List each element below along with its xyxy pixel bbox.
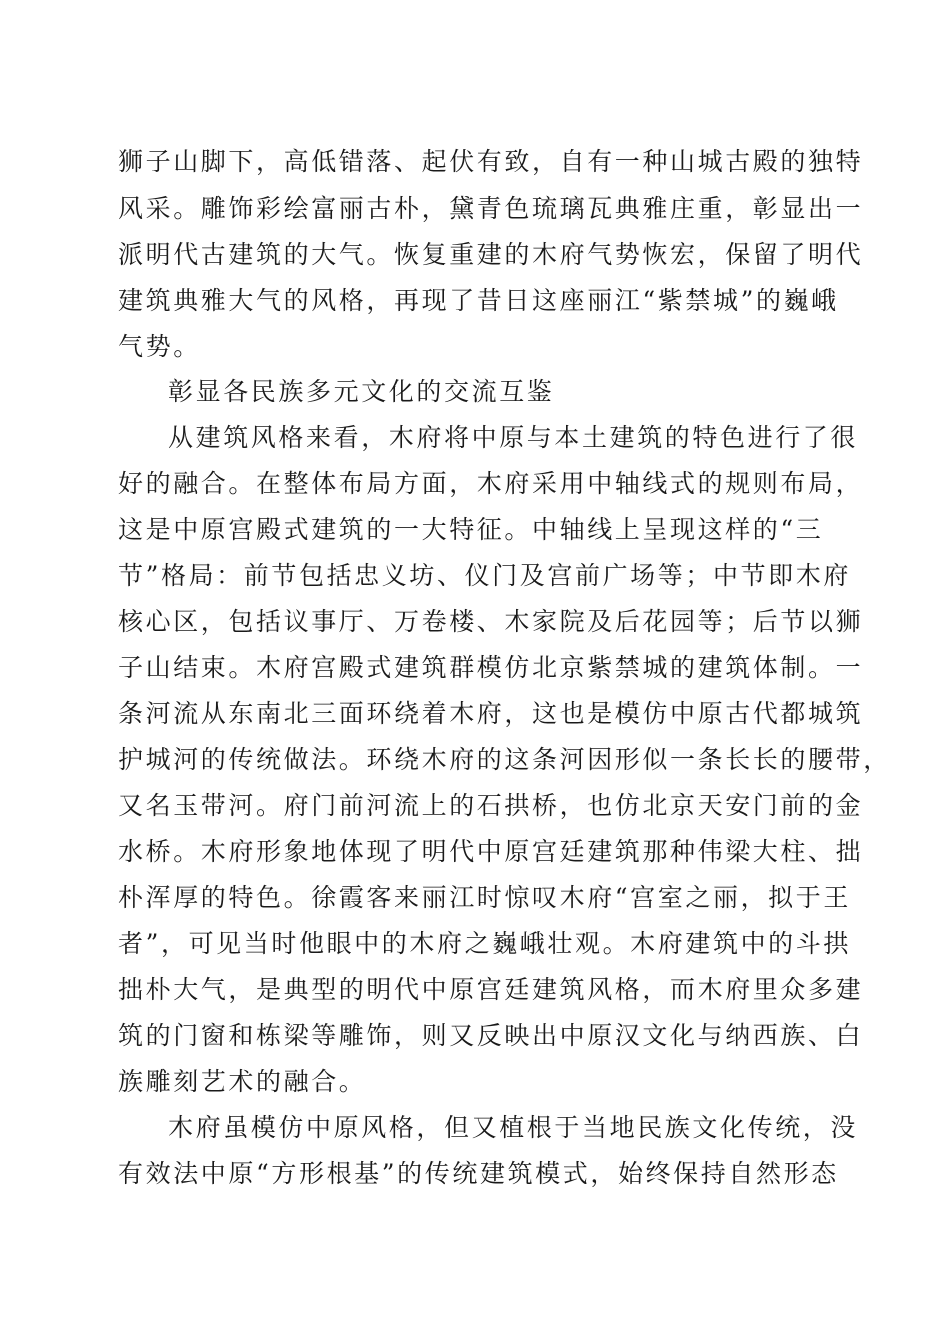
body-text-line: 族雕刻艺术的融合。 bbox=[118, 1067, 367, 1096]
body-text-line: 木府虽模仿中原风格，但又植根于当地民族文化传统，没 bbox=[168, 1113, 859, 1142]
body-text-line: 条河流从东南北三面环绕着木府，这也是模仿中原古代都城筑 bbox=[118, 699, 864, 728]
body-text-line: 气势。 bbox=[118, 332, 201, 361]
body-text-line: 拙朴大气，是典型的明代中原宫廷建筑风格，而木府里众多建 bbox=[118, 975, 864, 1004]
body-text-line: 节”格局：前节包括忠义坊、仪门及宫前广场等；中节即木府 bbox=[118, 561, 851, 590]
body-text-line: 子山结束。木府宫殿式建筑群模仿北京紫禁城的建筑体制。一 bbox=[118, 653, 864, 682]
body-text-line: 从建筑风格来看，木府将中原与本土建筑的特色进行了很 bbox=[168, 423, 859, 452]
body-text-line: 护城河的传统做法。环绕木府的这条河因形似一条长长的腰带， bbox=[118, 745, 891, 774]
body-text-line: 风采。雕饰彩绘富丽古朴，黛青色琉璃瓦典雅庄重，彰显出一 bbox=[118, 194, 864, 223]
body-text-line: 好的融合。在整体布局方面，木府采用中轴线式的规则布局， bbox=[118, 469, 864, 498]
section-heading: 彰显各民族多元文化的交流互鉴 bbox=[168, 377, 555, 406]
body-text-line: 这是中原宫殿式建筑的一大特征。中轴线上呈现这样的“三 bbox=[118, 515, 824, 544]
body-text-line: 朴浑厚的特色。徐霞客来丽江时惊叹木府“宫室之丽，拟于王 bbox=[118, 883, 851, 912]
body-text-line: 又名玉带河。府门前河流上的石拱桥，也仿北京天安门前的金 bbox=[118, 791, 864, 820]
body-text-line: 筑的门窗和栋梁等雕饰，则又反映出中原汉文化与纳西族、白 bbox=[118, 1021, 864, 1050]
body-text-line: 建筑典雅大气的风格，再现了昔日这座丽江“紫禁城”的巍峨 bbox=[118, 286, 839, 315]
body-text-line: 派明代古建筑的大气。恢复重建的木府气势恢宏，保留了明代 bbox=[118, 240, 864, 269]
body-text-line: 核心区，包括议事厅、万卷楼、木家院及后花园等；后节以狮 bbox=[118, 607, 864, 636]
body-text-line: 有效法中原“方形根基”的传统建筑模式，始终保持自然形态 bbox=[118, 1159, 839, 1188]
body-text-line: 狮子山脚下，高低错落、起伏有致，自有一种山城古殿的独特 bbox=[118, 147, 864, 176]
body-text-line: 水桥。木府形象地体现了明代中原宫廷建筑那种伟梁大柱、拙 bbox=[118, 837, 864, 866]
body-text-line: 者”，可见当时他眼中的木府之巍峨壮观。木府建筑中的斗拱 bbox=[118, 929, 851, 958]
